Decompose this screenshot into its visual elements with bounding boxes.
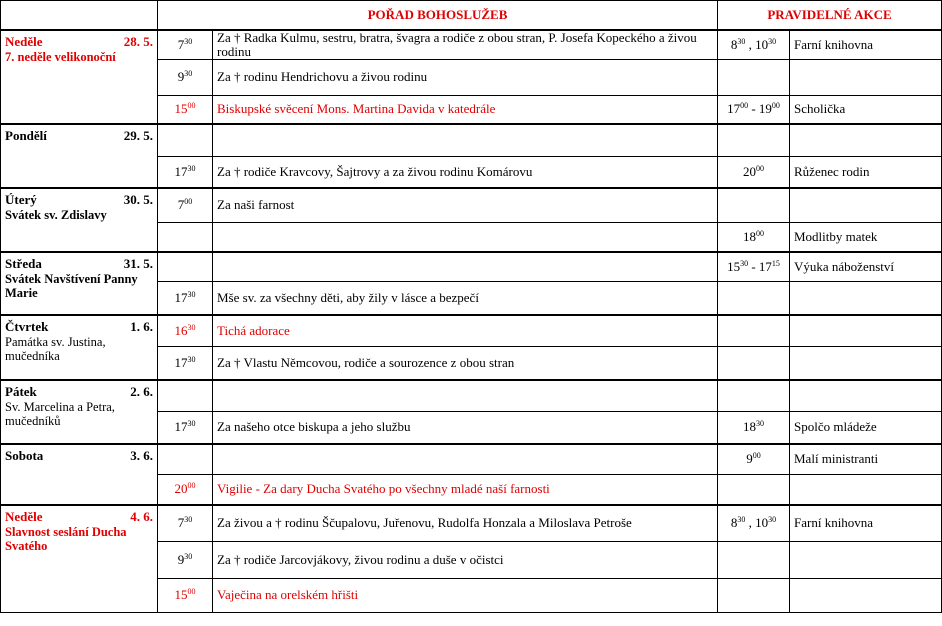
event-name: Farní knihovna bbox=[790, 30, 942, 60]
day-name: Pátek bbox=[5, 384, 37, 399]
day-name: Středa bbox=[5, 256, 42, 271]
event-time bbox=[718, 59, 790, 95]
event-time: $18^{00}$ bbox=[718, 222, 790, 252]
mass-intention: Za živou a † rodinu Ščupalovu, Juřenovu, Rudolfa Honzala a Miloslava Petroše bbox=[213, 505, 718, 541]
event-name: Malí ministranti bbox=[790, 444, 942, 474]
day-note: Svátek sv. Zdislavy bbox=[5, 208, 107, 222]
mass-intention: Za † rodinu Hendrichovu a živou rodinu bbox=[213, 59, 718, 95]
mass-time: $7^{30}$ bbox=[158, 505, 213, 541]
mass-intention bbox=[213, 222, 718, 252]
day-note: 7. neděle velikonoční bbox=[5, 49, 116, 64]
day-cell bbox=[1, 505, 158, 612]
event-name: Výuka náboženství bbox=[790, 252, 942, 281]
event-name bbox=[790, 578, 942, 612]
mass-time: $9^{30}$ bbox=[158, 541, 213, 578]
event-name: Spolčo mládeže bbox=[790, 411, 942, 444]
event-name bbox=[790, 380, 942, 411]
event-name bbox=[790, 315, 942, 346]
day-name: Pondělí bbox=[5, 128, 47, 143]
event-time: $8^{30}$ , $10^{30}$ bbox=[718, 30, 790, 60]
event-time bbox=[718, 188, 790, 222]
day-note: Svátek Navštívení Panny Marie bbox=[5, 272, 138, 300]
mass-time: $20^{00}$ bbox=[158, 474, 213, 505]
mass-intention: Vaječina na orelském hřišti bbox=[213, 578, 718, 612]
event-time bbox=[718, 124, 790, 156]
mass-intention bbox=[213, 444, 718, 474]
day-cell bbox=[1, 188, 158, 252]
event-time: $9^{00}$ bbox=[718, 444, 790, 474]
event-time bbox=[718, 380, 790, 411]
mass-time: $17^{30}$ bbox=[158, 156, 213, 188]
day-cell bbox=[1, 30, 158, 125]
day-date: 28. 5. bbox=[123, 33, 153, 49]
day-cell bbox=[1, 315, 158, 380]
day-date: 2. 6. bbox=[130, 384, 153, 399]
day-name: Sobota bbox=[5, 448, 44, 463]
mass-time: $17^{30}$ bbox=[158, 281, 213, 315]
day-name: Úterý bbox=[5, 192, 37, 207]
mass-intention: Za naši farnost bbox=[213, 188, 718, 222]
event-name: Scholička bbox=[790, 95, 942, 124]
event-name bbox=[790, 346, 942, 380]
mass-time: $9^{30}$ bbox=[158, 59, 213, 95]
event-time bbox=[718, 578, 790, 612]
event-name: Farní knihovna bbox=[790, 505, 942, 541]
day-date: 29. 5. bbox=[123, 128, 153, 143]
day-note: Slavnost seslání Ducha Svatého bbox=[5, 525, 127, 553]
mass-intention: Za † rodiče Kravcovy, Šajtrovy a za živou rodinu Komárovu bbox=[213, 156, 718, 188]
program-header: POŘAD BOHOSLUŽEB bbox=[158, 1, 718, 30]
day-date: 4. 6. bbox=[130, 509, 153, 524]
day-name: Čtvrtek bbox=[5, 319, 49, 334]
day-date: 31. 5. bbox=[123, 256, 153, 271]
mass-time: $15^{00}$ bbox=[158, 578, 213, 612]
mass-intention: Za † rodiče Jarcovjákovy, živou rodinu a duše v očistci bbox=[213, 541, 718, 578]
day-cell bbox=[1, 124, 158, 188]
mass-time bbox=[158, 252, 213, 281]
mass-intention: Biskupské svěcení Mons. Martina Davida v katedrále bbox=[213, 95, 718, 124]
mass-intention: Za † Radka Kulmu, sestru, bratra, švagra a rodiče z obou stran, P. Josefa Kopeckého a živou rodinu bbox=[213, 30, 718, 60]
day-note: Památka sv. Justina, mučedníka bbox=[5, 335, 106, 363]
event-time bbox=[718, 541, 790, 578]
mass-intention bbox=[213, 380, 718, 411]
mass-time bbox=[158, 124, 213, 156]
mass-time bbox=[158, 380, 213, 411]
mass-time: $16^{30}$ bbox=[158, 315, 213, 346]
event-time: $15^{30} - 17^{15}$ bbox=[718, 252, 790, 281]
day-date: 1. 6. bbox=[130, 319, 153, 334]
mass-intention: Mše sv. za všechny děti, aby žily v lásce a bezpečí bbox=[213, 281, 718, 315]
day-note: Sv. Marcelina a Petra, mučedníků bbox=[5, 400, 115, 428]
event-time: $17^{00} - 19^{00}$ bbox=[718, 95, 790, 124]
corner-cell bbox=[1, 1, 158, 30]
event-name bbox=[790, 281, 942, 315]
event-time bbox=[718, 346, 790, 380]
event-time: $18^{30}$ bbox=[718, 411, 790, 444]
mass-time bbox=[158, 222, 213, 252]
day-name: Neděle bbox=[5, 509, 43, 524]
day-cell bbox=[1, 252, 158, 315]
events-header: PRAVIDELNÉ AKCE bbox=[718, 1, 942, 30]
mass-time: $17^{30}$ bbox=[158, 346, 213, 380]
event-name bbox=[790, 474, 942, 505]
mass-time: $15^{00}$ bbox=[158, 95, 213, 124]
event-time bbox=[718, 474, 790, 505]
event-name bbox=[790, 124, 942, 156]
day-cell bbox=[1, 444, 158, 505]
event-time bbox=[718, 281, 790, 315]
event-name bbox=[790, 59, 942, 95]
event-name bbox=[790, 188, 942, 222]
mass-time: $7^{00}$ bbox=[158, 188, 213, 222]
mass-time: $17^{30}$ bbox=[158, 411, 213, 444]
mass-time bbox=[158, 444, 213, 474]
event-time: $20^{00}$ bbox=[718, 156, 790, 188]
day-date: 3. 6. bbox=[130, 448, 153, 463]
event-name: Růženec rodin bbox=[790, 156, 942, 188]
mass-intention: Vigilie - Za dary Ducha Svatého po všechny mladé naší farnosti bbox=[213, 474, 718, 505]
mass-intention: Za našeho otce biskupa a jeho službu bbox=[213, 411, 718, 444]
event-name bbox=[790, 541, 942, 578]
day-name: Neděle bbox=[5, 33, 43, 49]
mass-intention bbox=[213, 252, 718, 281]
event-time bbox=[718, 315, 790, 346]
event-name: Modlitby matek bbox=[790, 222, 942, 252]
day-date: 30. 5. bbox=[123, 192, 153, 207]
mass-intention: Za † Vlastu Němcovou, rodiče a sourozence z obou stran bbox=[213, 346, 718, 380]
mass-intention bbox=[213, 124, 718, 156]
event-time: $8^{30}$ , $10^{30}$ bbox=[718, 505, 790, 541]
mass-intention: Tichá adorace bbox=[213, 315, 718, 346]
day-cell bbox=[1, 380, 158, 444]
mass-time: $7^{30}$ bbox=[158, 30, 213, 60]
